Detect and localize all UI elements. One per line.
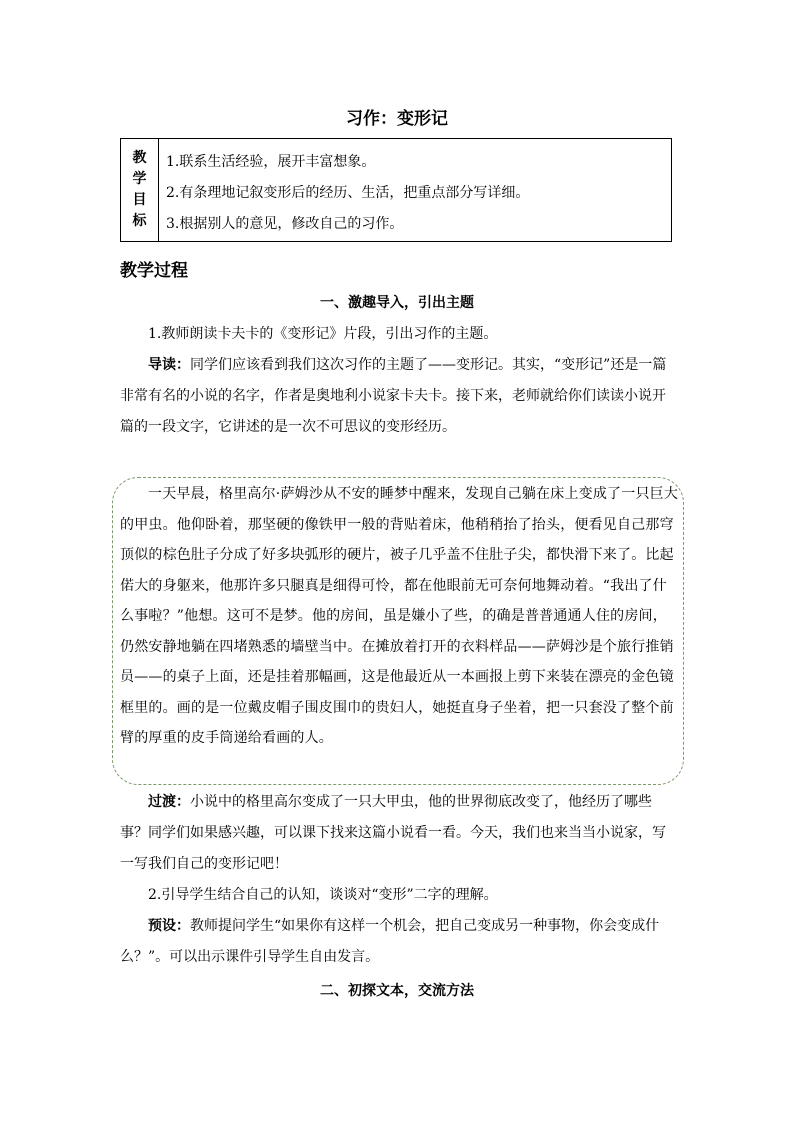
section-1-heading: 一、激趣导入，引出主题 bbox=[320, 295, 474, 311]
step-1: 1.教师朗读卡夫卡的《变形记》片段，引出习作的主题。 bbox=[148, 326, 498, 342]
document-title: 习作：变形记 bbox=[346, 109, 448, 129]
transition-paragraph bbox=[120, 787, 672, 880]
step-2: 2.引导学生结合自己的认知，谈谈对“变形”二字的理解。 bbox=[148, 887, 498, 903]
goal-item: 2.有条理地记叙变形后的经历、生活，把重点部分写详细。 bbox=[166, 185, 530, 201]
process-heading: 教学过程 bbox=[120, 261, 188, 281]
goals-label-char: 学 bbox=[132, 171, 147, 187]
section-2-heading: 二、初探文本，交流方法 bbox=[320, 983, 474, 999]
guide-label: 导读： bbox=[148, 357, 190, 373]
teaching-goals-label bbox=[121, 139, 159, 241]
teaching-goals-list bbox=[159, 139, 671, 241]
preset-paragraph bbox=[120, 911, 672, 973]
goals-label-char: 目 bbox=[132, 192, 147, 208]
teaching-goals-table bbox=[120, 138, 672, 242]
story-excerpt: 一天早晨，格里高尔·萨姆沙从不安的睡梦中醒来，发现自己躺在床上变成了一只巨大的甲虫。他仰卧着，那坚硬的像铁甲一般的背贴着床，他稍稍抬了抬头，便看见自己那穹顶似的棕色肚子分成了好多块弧形的硬片，被子几乎盖不住肚子尖，都快滑下来了。比起偌大的身躯来，他那许多只腿真是细得可怜，都在他眼前无可奈何地舞动着。“我出了什么事啦？”他想。这可不是梦。他的房间，虽是嫌小了些，的确是普普通通人住的房间，仍然安静地躺在四堵熟悉的墙壁当中。在摊放着打开的衣料样品——萨姆沙是个旅行推销员——的桌子上面，还是挂着那幅画，这是他最近从一本画报上剪下来装在漂亮的金色镜框里的。画的是一位戴皮帽子围皮围巾的贵妇人，她挺直身子坐着，把一只套没了整个前臂的厚重的皮手筒递给看画的人。 bbox=[120, 486, 679, 746]
goal-item: 1.联系生活经验，展开丰富想象。 bbox=[166, 154, 376, 170]
preset-text: 教师提问学生“如果你有这样一个机会，把自己变成另一种事物，你会变成什么？”。可以出示课件引导学生自由发言。 bbox=[120, 918, 660, 965]
preset-label: 预设： bbox=[148, 918, 190, 934]
goals-label-char: 标 bbox=[132, 213, 147, 229]
goals-label-char: 教 bbox=[132, 150, 147, 166]
transition-label: 过渡： bbox=[148, 794, 190, 810]
guide-paragraph bbox=[120, 350, 672, 443]
transition-text: 小说中的格里高尔变成了一只大甲虫，他的世界彻底改变了，他经历了哪些事？同学们如果感兴趣，可以课下找来这篇小说看一看。今天，我们也来当当小说家，写一写我们自己的变形记吧！ bbox=[120, 794, 666, 872]
guide-text: 同学们应该看到我们这次习作的主题了——变形记。其实，“变形记”还是一篇非常有名的小说的名字，作者是奥地利小说家卡夫卡。接下来，老师就给你们读读小说开篇的一段文字，它讲述的是一次不可思议的变形经历。 bbox=[120, 357, 667, 435]
goal-item: 3.根据别人的意见，修改自己的习作。 bbox=[166, 216, 404, 232]
